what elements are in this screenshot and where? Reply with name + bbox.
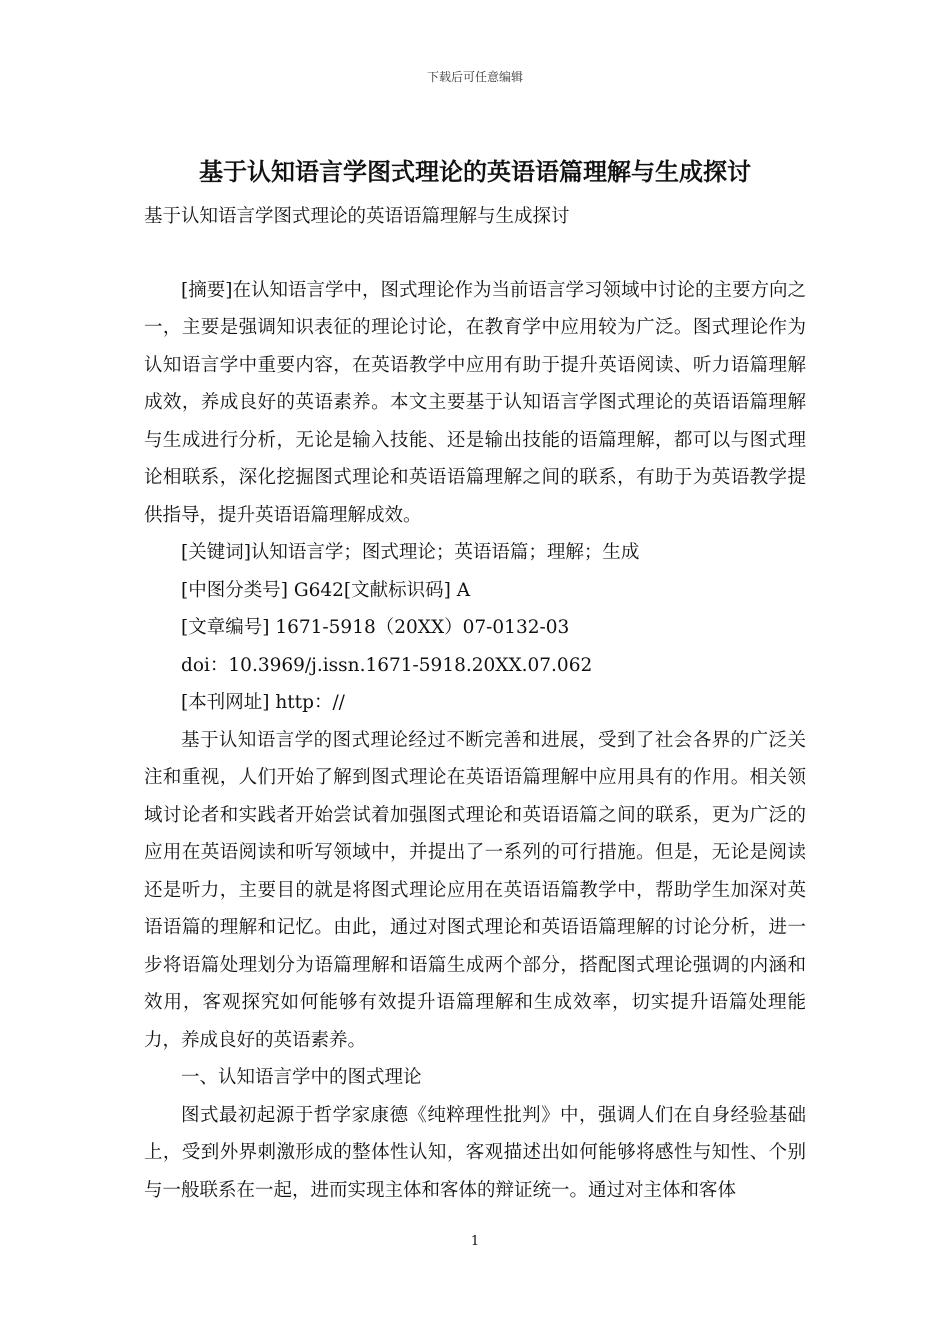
journal-url-line: [本刊网址] http：// <box>181 692 345 713</box>
document-body <box>144 198 806 1209</box>
intro-paragraph: 基于认知语言学的图式理论经过不断完善和进展，受到了社会各界的广泛关注和重视，人们开始了解到图式理论在英语语篇理解中应用具有的作用。相关领域讨论者和实践者开始尝试着加强图式理论和英语语篇之间的联系，更为广泛的应用在英语阅读和听写领域中，并提出了一系列的可行措施。但是，无论是阅读还是听力，主要目的就是将图式理论应用在英语语篇教学中，帮助学生加深对英语语篇的理解和记忆。由此，通过对图式理论和英语语篇理解的讨论分析，进一步将语篇处理划分为语篇理解和语篇生成两个部分，搭配图式理论强调的内涵和效用，客观探究如何能够有效提升语篇理解和生成效率，切实提升语篇处理能力，养成良好的英语素养。 <box>144 729 806 1051</box>
blank-line <box>144 236 806 272</box>
document-title: 基于认知语言学图式理论的英语语篇理解与生成探讨 <box>199 158 751 186</box>
classification-line: [中图分类号] G642[文献标识码] A <box>181 579 471 601</box>
header-note: 下载后可任意编辑 <box>426 70 523 84</box>
article-number-line: [文章编号] 1671-5918（20XX）07-0132-03 <box>181 617 570 638</box>
doi-line: doi：10.3969/j.issn.1671-5918.20XX.07.062 <box>181 654 593 676</box>
section-paragraph: 图式最初起源于哲学家康德《纯粹理性批判》中，强调人们在自身经验基础上，受到外界刺激形成的整体性认知，客观描述出如何能够将感性与知性、个别与一般联系在一起，进而实现主体和客体的辩证统一。通过对主体和客体 <box>144 1104 806 1201</box>
keywords-line: [关键词]认知语言学；图式理论；英语语篇；理解；生成 <box>181 542 640 563</box>
page-number: 1 <box>470 1234 480 1249</box>
abstract-paragraph: [摘要]在认知语言学中，图式理论作为当前语言学习领域中讨论的主要方向之一，主要是强调知识表征的理论讨论，在教育学中应用较为广泛。图式理论作为认知语言学中重要内容，在英语教学中应用有助于提升英语阅读、听力语篇理解成效，养成良好的英语素养。本文主要基于认知语言学图式理论的英语语篇理解与生成进行分析，无论是输入技能、还是输出技能的语篇理解，都可以与图式理论相联系，深化挖掘图式理论和英语语篇理解之间的联系，有助于为英语教学提供指导，提升英语语篇理解成效。 <box>144 279 806 526</box>
document-subtitle: 基于认知语言学图式理论的英语语篇理解与生成探讨 <box>144 206 570 227</box>
section-heading: 一、认知语言学中的图式理论 <box>181 1067 422 1088</box>
